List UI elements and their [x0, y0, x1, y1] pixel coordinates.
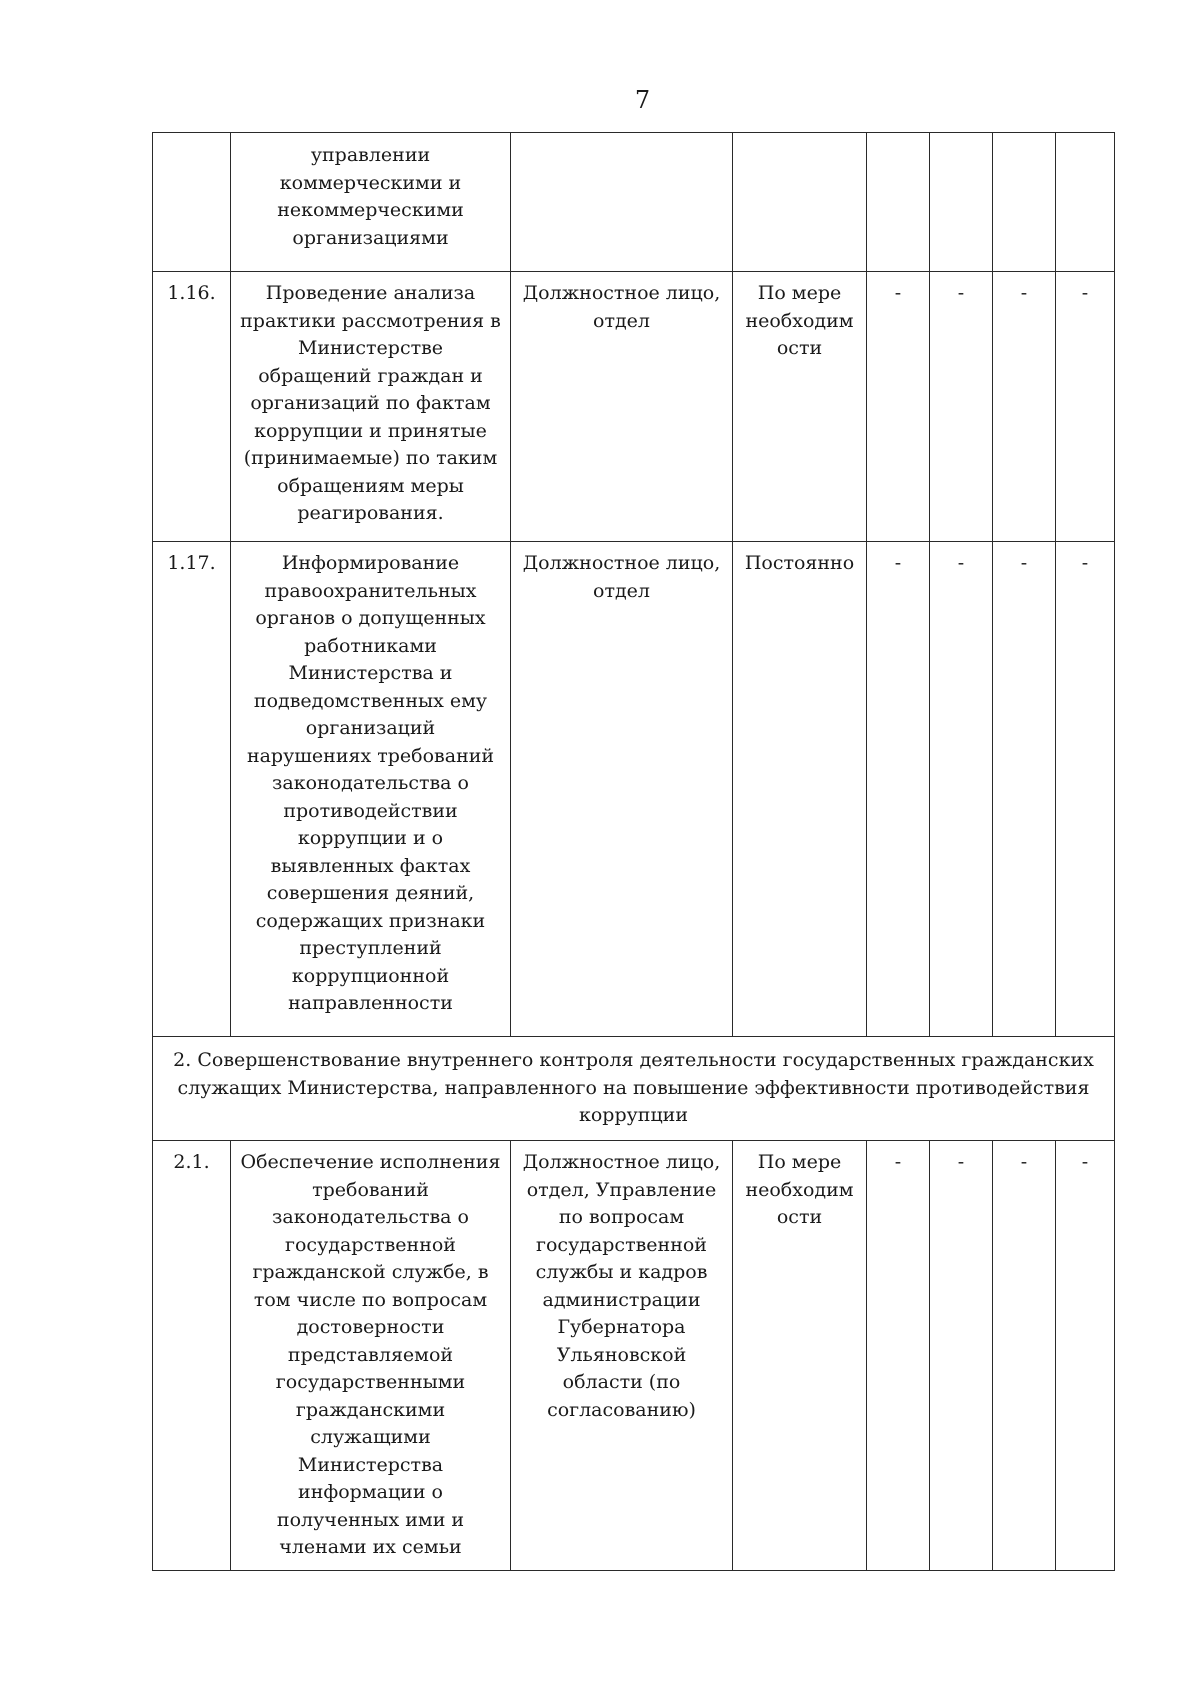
indicator-cell-2: -: [930, 272, 993, 542]
indicator-cell-3: -: [993, 542, 1056, 1037]
measure-cell: Информирование правоохранительных органов о допущенных работниками Министерства и подведомственных ему организаций нарушениях требований законодательства о противодействии коррупции и о выявленных фактах совершения деяний, содержащих признаки преступлений коррупционной направленности: [231, 542, 511, 1037]
indicator-cell-4: -: [1056, 542, 1115, 1037]
indicator-cell-3: -: [993, 1141, 1056, 1571]
page-number: 7: [634, 86, 651, 114]
row-number: 2.1.: [153, 1141, 231, 1571]
indicator-cell-1: -: [867, 542, 930, 1037]
responsible-cell: Должностное лицо, отдел: [511, 272, 733, 542]
responsible-cell: Должностное лицо, отдел, Управление по вопросам государственной службы и кадров администрации Губернатора Ульяновской области (по согласованию): [511, 1141, 733, 1571]
indicator-cell-4: -: [1056, 1141, 1115, 1571]
indicator-cell-2: -: [930, 542, 993, 1037]
deadline-cell: По мере необходим ости: [733, 272, 867, 542]
table-row: [153, 272, 1115, 542]
indicator-cell-4: -: [1056, 272, 1115, 542]
responsible-cell: [511, 133, 733, 272]
deadline-cell: По мере необходим ости: [733, 1141, 867, 1571]
measure-cell: Обеспечение исполнения требований законодательства о государственной гражданской службе, в том числе по вопросам достоверности представляемой государственными гражданскими служащими Министерства информации о полученных ими и членами их семьи: [231, 1141, 511, 1571]
table-row: [153, 133, 1115, 272]
measures-table: [152, 132, 1115, 1571]
indicator-cell-1: -: [867, 1141, 930, 1571]
table-row: [153, 542, 1115, 1037]
indicator-cell-4: [1056, 133, 1115, 272]
table-row: [153, 1141, 1115, 1571]
indicator-cell-2: [930, 133, 993, 272]
indicator-cell-3: -: [993, 272, 1056, 542]
indicator-cell-2: -: [930, 1141, 993, 1571]
indicator-cell-1: [867, 133, 930, 272]
indicator-cell-1: -: [867, 272, 930, 542]
section-row: [153, 1037, 1115, 1141]
indicator-cell-3: [993, 133, 1056, 272]
measure-cell: Проведение анализа практики рассмотрения в Министерстве обращений граждан и организаций по фактам коррупции и принятые (принимаемые) по таким обращениям меры реагирования.: [231, 272, 511, 542]
deadline-cell: [733, 133, 867, 272]
deadline-cell: Постоянно: [733, 542, 867, 1037]
responsible-cell: Должностное лицо, отдел: [511, 542, 733, 1037]
row-number: [153, 133, 231, 272]
measure-cell: управлении коммерческими и некоммерческими организациями: [231, 133, 511, 272]
row-number: 1.17.: [153, 542, 231, 1037]
row-number: 1.16.: [153, 272, 231, 542]
section-heading: 2. Совершенствование внутреннего контроля деятельности государственных гражданских служащих Министерства, направленного на повышение эффективности противодействия коррупции: [153, 1037, 1115, 1141]
